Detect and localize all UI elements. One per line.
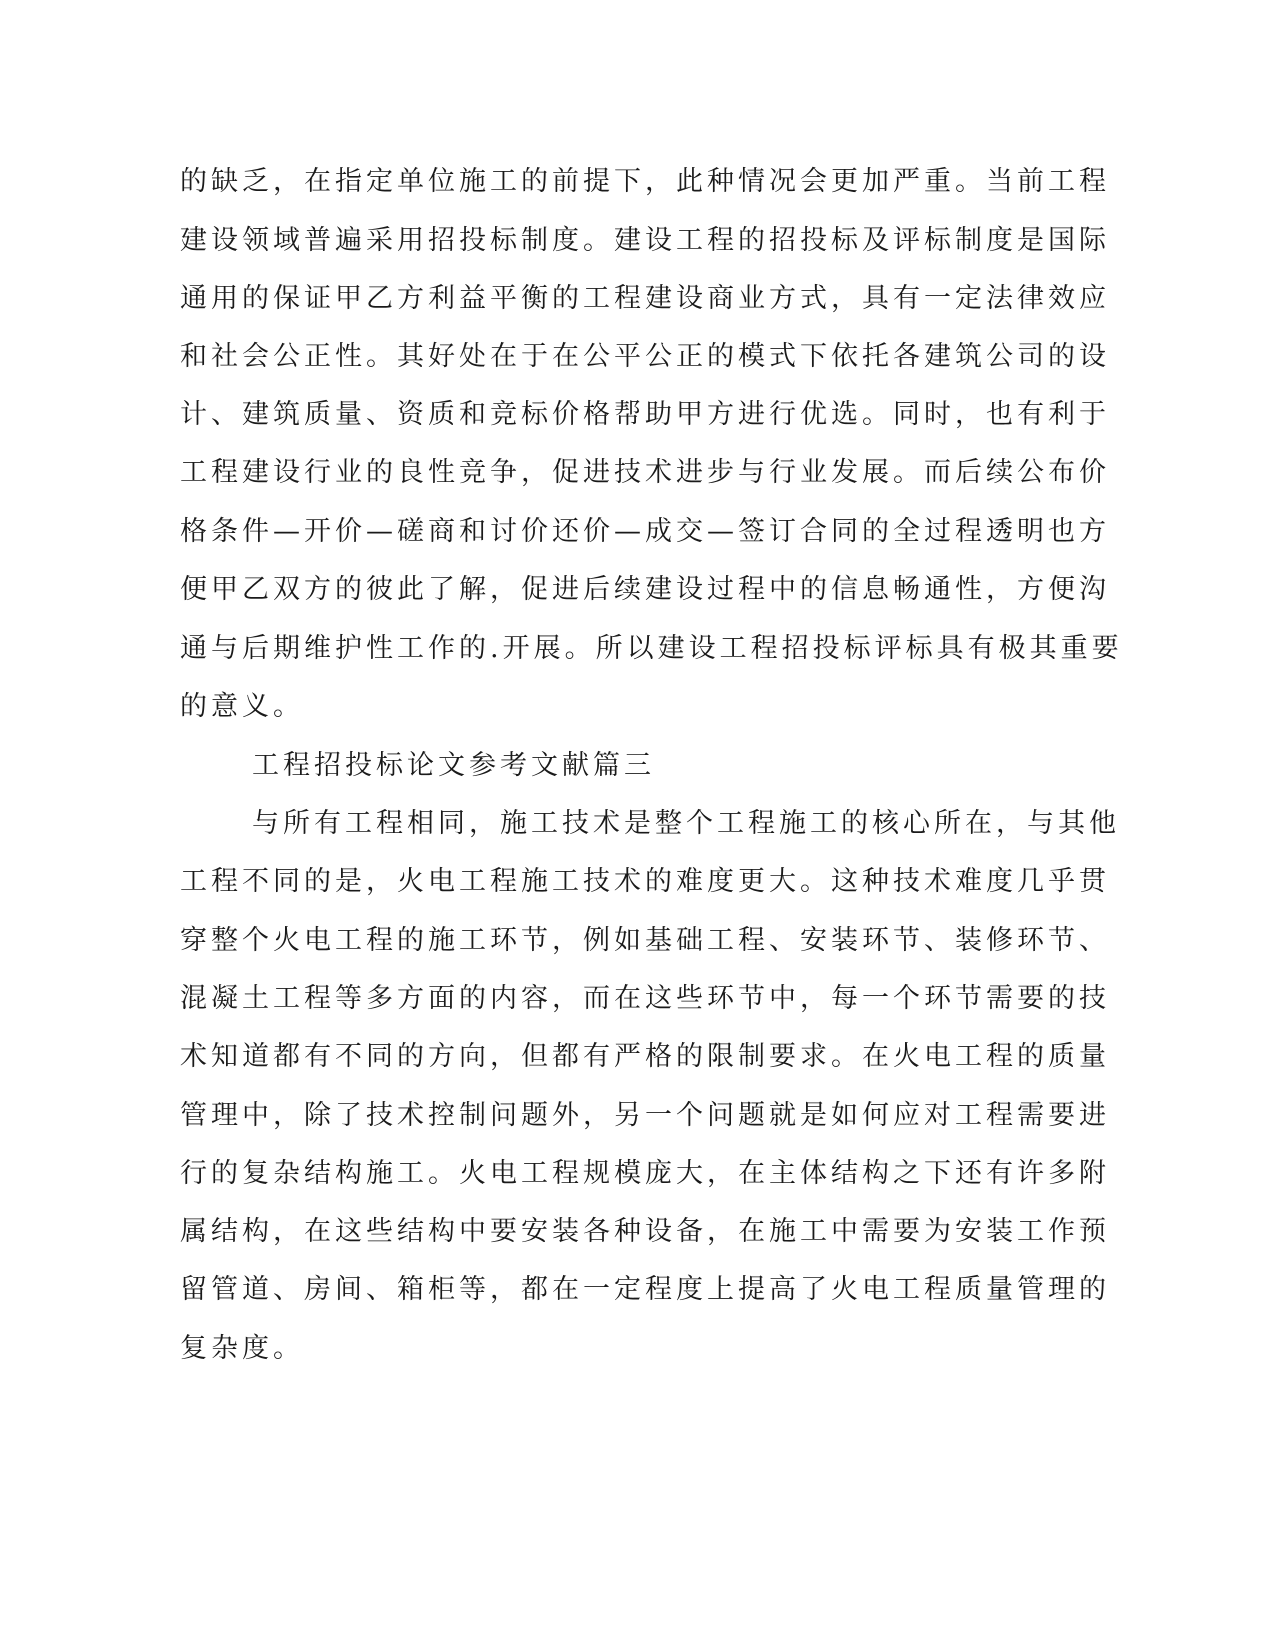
- paragraph-2-line-5: 术知道都有不同的方向，但都有严格的限制要求。在火电工程的质量: [180, 1041, 1110, 1072]
- paragraph-1-line-4: 和社会公正性。其好处在于在公平公正的模式下依托各建筑公司的设: [180, 341, 1110, 372]
- paragraph-2-line-10: 复杂度。: [180, 1333, 304, 1364]
- section-heading: 工程招投标论文参考文献篇三: [252, 750, 655, 781]
- paragraph-2-line-2: 工程不同的是，火电工程施工技术的难度更大。这种技术难度几乎贯: [180, 866, 1110, 897]
- paragraph-2-line-6: 管理中，除了技术控制问题外，另一个问题就是如何应对工程需要进: [180, 1100, 1110, 1131]
- paragraph-2-line-8: 属结构，在这些结构中要安装各种设备，在施工中需要为安装工作预: [180, 1216, 1110, 1247]
- paragraph-1-line-7: 格条件—开价—磋商和讨价还价—成交—签订合同的全过程透明也方: [180, 516, 1110, 547]
- paragraph-2-line-7: 行的复杂结构施工。火电工程规模庞大，在主体结构之下还有许多附: [180, 1158, 1110, 1189]
- paragraph-2-line-9: 留管道、房间、箱柜等，都在一定程度上提高了火电工程质量管理的: [180, 1274, 1110, 1305]
- paragraph-2-line-3: 穿整个火电工程的施工环节，例如基础工程、安装环节、装修环节、: [180, 925, 1110, 956]
- paragraph-2-line-4: 混凝土工程等多方面的内容，而在这些环节中，每一个环节需要的技: [180, 983, 1110, 1014]
- paragraph-1-line-9: 通与后期维护性工作的.开展。所以建设工程招投标评标具有极其重要: [180, 633, 1123, 664]
- paragraph-1-line-6: 工程建设行业的良性竞争，促进技术进步与行业发展。而后续公布价: [180, 457, 1110, 488]
- paragraph-2-line-1: 与所有工程相同，施工技术是整个工程施工的核心所在，与其他: [252, 808, 1120, 839]
- paragraph-1-line-2: 建设领域普遍采用招投标制度。建设工程的招投标及评标制度是国际: [180, 225, 1110, 256]
- paragraph-1-line-1: 的缺乏，在指定单位施工的前提下，此种情况会更加严重。当前工程: [180, 166, 1110, 197]
- paragraph-1-line-5: 计、建筑质量、资质和竞标价格帮助甲方进行优选。同时，也有利于: [180, 399, 1110, 430]
- paragraph-1-line-8: 便甲乙双方的彼此了解，促进后续建设过程中的信息畅通性，方便沟: [180, 574, 1110, 605]
- paragraph-1-line-3: 通用的保证甲乙方利益平衡的工程建设商业方式，具有一定法律效应: [180, 283, 1110, 314]
- paragraph-1-line-10: 的意义。: [180, 691, 304, 722]
